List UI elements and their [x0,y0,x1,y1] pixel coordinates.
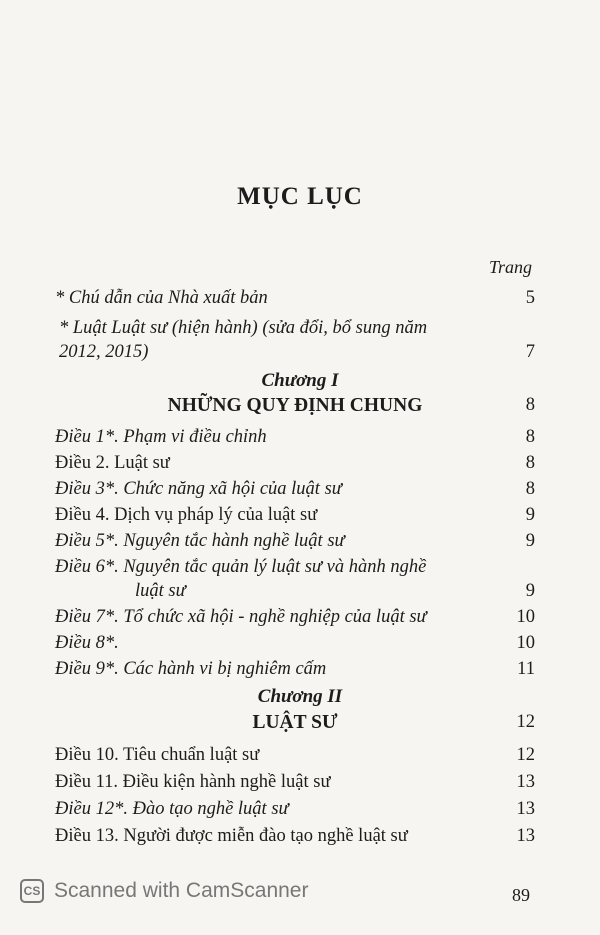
entry-text: Điều 10. Tiêu chuẩn luật sư [55,745,260,765]
entry-text: Điều 3*. Chức năng xã hội của luật sư [55,479,342,499]
entry-text: Điều 11. Điều kiện hành nghề luật sư [55,772,331,792]
chapter-label: Chương I [261,370,339,391]
entry-page: 8 [525,395,535,415]
toc-entry [55,477,535,501]
entry-text: Điều 9*. Các hành vi bị nghiêm cấm [55,659,327,679]
chapter-heading-text: NHỮNG QUY ĐỊNH CHUNG [167,395,423,416]
toc-title: MỤC LỤC [237,183,363,210]
entry-text: Điều 2. Luật sư [55,453,170,473]
entry-page: 11 [517,659,535,679]
page-column-label: Trang [488,257,532,277]
entry-page: 10 [516,633,535,653]
entry-page: 8 [525,479,535,499]
entry-page: 8 [525,453,535,473]
entry-page: 10 [516,607,535,627]
toc-entry [55,743,535,767]
entry-text-continued: 2012, 2015) [59,342,149,362]
chapter-heading [55,712,535,734]
entry-text: Điều 5*. Nguyên tắc hành nghề luật sư [55,531,345,551]
entry-page: 9 [525,581,535,601]
entry-text: Điều 4. Dịch vụ pháp lý của luật sư [55,505,318,525]
scanner-watermark [20,879,308,903]
entry-text: * Chú dẫn của Nhà xuất bản [55,288,268,308]
toc-entry [55,824,535,848]
page-number: 89 [512,885,530,905]
entry-page: 8 [525,427,535,447]
entry-page: 9 [525,531,535,551]
entry-page: 5 [525,288,535,308]
entry-text: Điều 1*. Phạm vi điều chỉnh [55,427,267,447]
toc-entry [55,286,535,310]
toc-entry [55,529,535,553]
entry-page: 12 [516,745,535,765]
toc-entry [55,631,535,655]
toc-entry [55,579,535,603]
toc-entry [55,657,535,681]
camscanner-logo-icon: CS [20,879,44,903]
scanner-text: Scanned with CamScanner [54,879,309,902]
toc-entry [55,503,535,527]
entry-page: 13 [516,799,535,819]
entry-text-continued: luật sư [135,581,186,601]
entry-text: Điều 6*. Nguyên tắc quản lý luật sư và hành nghề [55,557,427,577]
entry-text: Điều 7*. Tổ chức xã hội - nghề nghiệp của luật sư [55,607,427,627]
toc-entry [55,797,535,821]
toc-entry [55,605,535,629]
chapter-heading-text: LUẬT SƯ [252,712,338,733]
chapter-label: Chương II [257,686,343,707]
entry-text: * Luật Luật sư (hiện hành) (sửa đổi, bổ sung năm [59,318,428,338]
toc-entry [55,340,535,364]
entry-page: 12 [516,712,535,732]
entry-page: 13 [516,826,535,846]
toc-entry [55,425,535,449]
entry-text: Điều 12*. Đào tạo nghề luật sư [55,799,289,819]
toc-entry-line [55,316,535,340]
toc-entry [55,451,535,475]
chapter-heading [55,395,535,417]
toc-entry-line [55,555,535,579]
entry-page: 9 [525,505,535,525]
entry-text: Điều 13. Người được miễn đào tạo nghề luật sư [55,826,408,846]
toc-entry [55,770,535,794]
entry-page: 7 [525,342,535,362]
entry-text: Điều 8*. [55,633,119,653]
entry-page: 13 [516,772,535,792]
